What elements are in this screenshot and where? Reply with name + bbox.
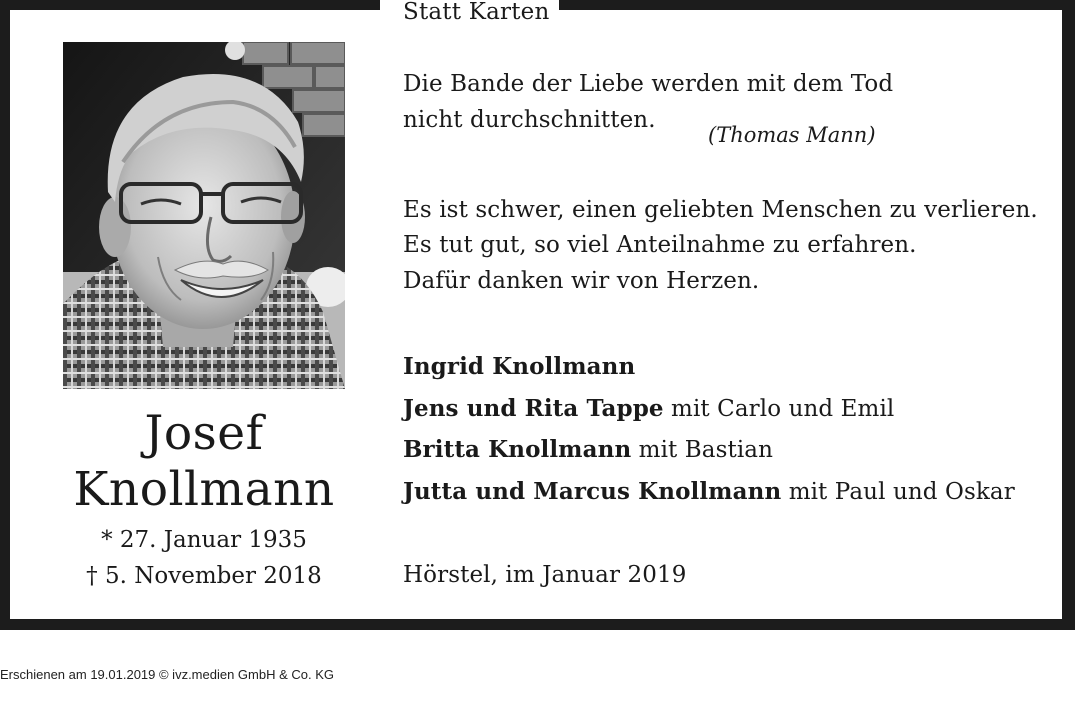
family-line — [403, 478, 1015, 506]
family-with: mit Bastian — [631, 437, 774, 463]
family-with: mit Paul und Oskar — [781, 479, 1015, 505]
place-date: Hörstel, im Januar 2019 — [403, 562, 687, 588]
quote-line-1: Die Bande der Liebe werden mit dem Tod — [403, 71, 894, 97]
family-names: Jens und Rita Tappe — [403, 395, 664, 422]
notice-header: Statt Karten — [403, 0, 550, 25]
family-names: Jutta und Marcus Knollmann — [403, 478, 782, 505]
family-line — [403, 395, 894, 423]
death-date: † 5. November 2018 — [86, 563, 322, 589]
quote-line-2: nicht durchschnitten. — [403, 107, 656, 133]
portrait-photo — [63, 42, 345, 389]
family-line — [403, 353, 635, 381]
message-line-3: Dafür danken wir von Herzen. — [403, 268, 760, 294]
portrait-image — [63, 42, 345, 389]
family-names: Ingrid Knollmann — [403, 353, 636, 380]
message-line-1: Es ist schwer, einen geliebten Menschen zu verlieren. — [403, 197, 1038, 223]
family-with: mit Carlo und Emil — [663, 396, 895, 422]
family-names: Britta Knollmann — [403, 436, 632, 463]
deceased-last-name: Knollmann — [73, 462, 335, 517]
deceased-first-name: Josef — [144, 406, 264, 461]
family-line — [403, 436, 773, 464]
quote-author: (Thomas Mann) — [708, 123, 876, 147]
message-line-2: Es tut gut, so viel Anteilnahme zu erfahren. — [403, 232, 917, 258]
publication-footer: Erschienen am 19.01.2019 © ivz.medien GmbH & Co. KG — [0, 667, 335, 682]
birth-date: * 27. Januar 1935 — [101, 527, 307, 553]
